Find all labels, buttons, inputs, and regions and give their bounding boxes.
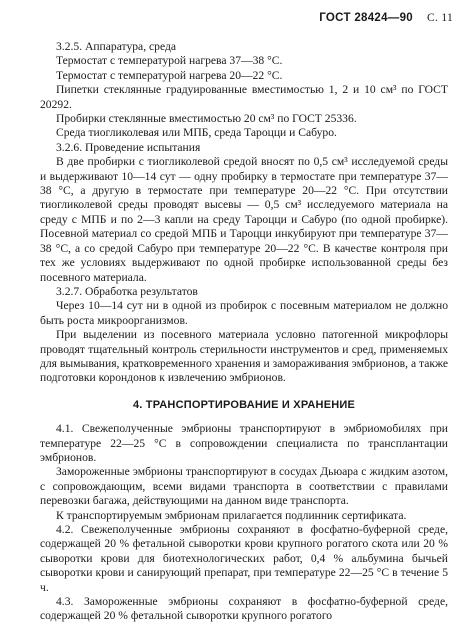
subsection-heading-apparatus: 3.2.5. Аппаратура, среда bbox=[56, 40, 176, 53]
paragraph: 4.1. Свежеполученные эмбрионы транспортируют в эмбриомобилях при температуре 22—25 °С в сопровождении специалиста по трансплантации эмбрионов. bbox=[40, 422, 448, 464]
paragraph: 4.2. Свежеполученные эмбрионы сохраняют в фосфатно-буферной среде, содержащей 20 % фетальной сыворотки крови крупного рогатого скота или 20 % сыворотки крови для биотехнологических работ, 0,4 % альбумина бычьей сыворотки крови и санирующий препарат, при температуре 22—25 °С в течение 5 ч. bbox=[40, 523, 448, 594]
paragraph: Через 10—14 сут ни в одной из пробирок с посевным материалом не должно быть роста микроорганизмов. bbox=[40, 299, 448, 327]
subsection-heading-testing: 3.2.6. Проведение испытания bbox=[56, 140, 201, 154]
paragraph: К транспортируемым эмбрионам прилагается подлинник сертификата. bbox=[56, 508, 407, 522]
paragraph: При выделении из посевного материала условно патогенной микрофлоры проводят тщательный контроль стерильности инструментов и сред, применяемых для вымывания, кратковременного хранения и замораживания эмбрионов, а также подготовки корондонов к извлечению эмбрионов. bbox=[40, 328, 448, 385]
paragraph: Пипетки стеклянные градуированные вместимостью 1, 2 и 10 см³ по ГОСТ 20292. bbox=[40, 83, 448, 111]
paragraph: В две пробирки с тиогликолевой средой вносят по 0,5 см³ исследуемой среды и выдерживают 10—14 сут — одну пробирку в термостате при температуре 37—38 °С, а другую в термостате при температуре 20—22 °С. При отсутствии тиогликолевой среды проводят высевы — 0,5 см³ исследуемого материала на среду с МПБ и по 2—3 капли на среду Тароцци и Сабуро (по одной пробирке). Посевной материал со средой МПБ и Тароцци инкубируют при температуре 37—38 °С, а со средой Сабуро при температуре 20—22 °С. В качестве контроля при тех же условиях выдерживают по одной пробирке использованной среды без посевного материала. bbox=[40, 155, 448, 284]
paragraph: Термостат с температурой нагрева 37—38 °С. bbox=[56, 54, 283, 68]
page-header bbox=[319, 12, 453, 24]
paragraph: Среда тиогликолевая или МПБ, среда Тароцци и Сабуро. bbox=[56, 126, 337, 140]
paragraph: 4.3. Замороженные эмбрионы сохраняют в фосфатно-буферной среде, содержащей 20 % фетальной сыворотки крупного рогатого bbox=[40, 595, 448, 623]
document-body bbox=[40, 40, 448, 624]
standard-id: ГОСТ 28424—90 bbox=[319, 12, 413, 24]
section-title: 4. ТРАНСПОРТИРОВАНИЕ И ХРАНЕНИЕ bbox=[132, 398, 356, 411]
subsection-heading-results: 3.2.7. Обработка результатов bbox=[56, 284, 198, 298]
paragraph: Пробирки стеклянные вместимостью 20 см³ по ГОСТ 25336. bbox=[56, 112, 357, 126]
paragraph: Термостат с температурой нагрева 20—22 °С. bbox=[56, 68, 283, 82]
paragraph: Замороженные эмбрионы транспортируют в сосудах Дьюара с жидким азотом, с сопровождающим, всеми видами транспорта в соответствии с правилами перевозки багажа, действующими на данном виде транспорта. bbox=[40, 465, 448, 508]
page-number: С. 11 bbox=[427, 12, 453, 24]
